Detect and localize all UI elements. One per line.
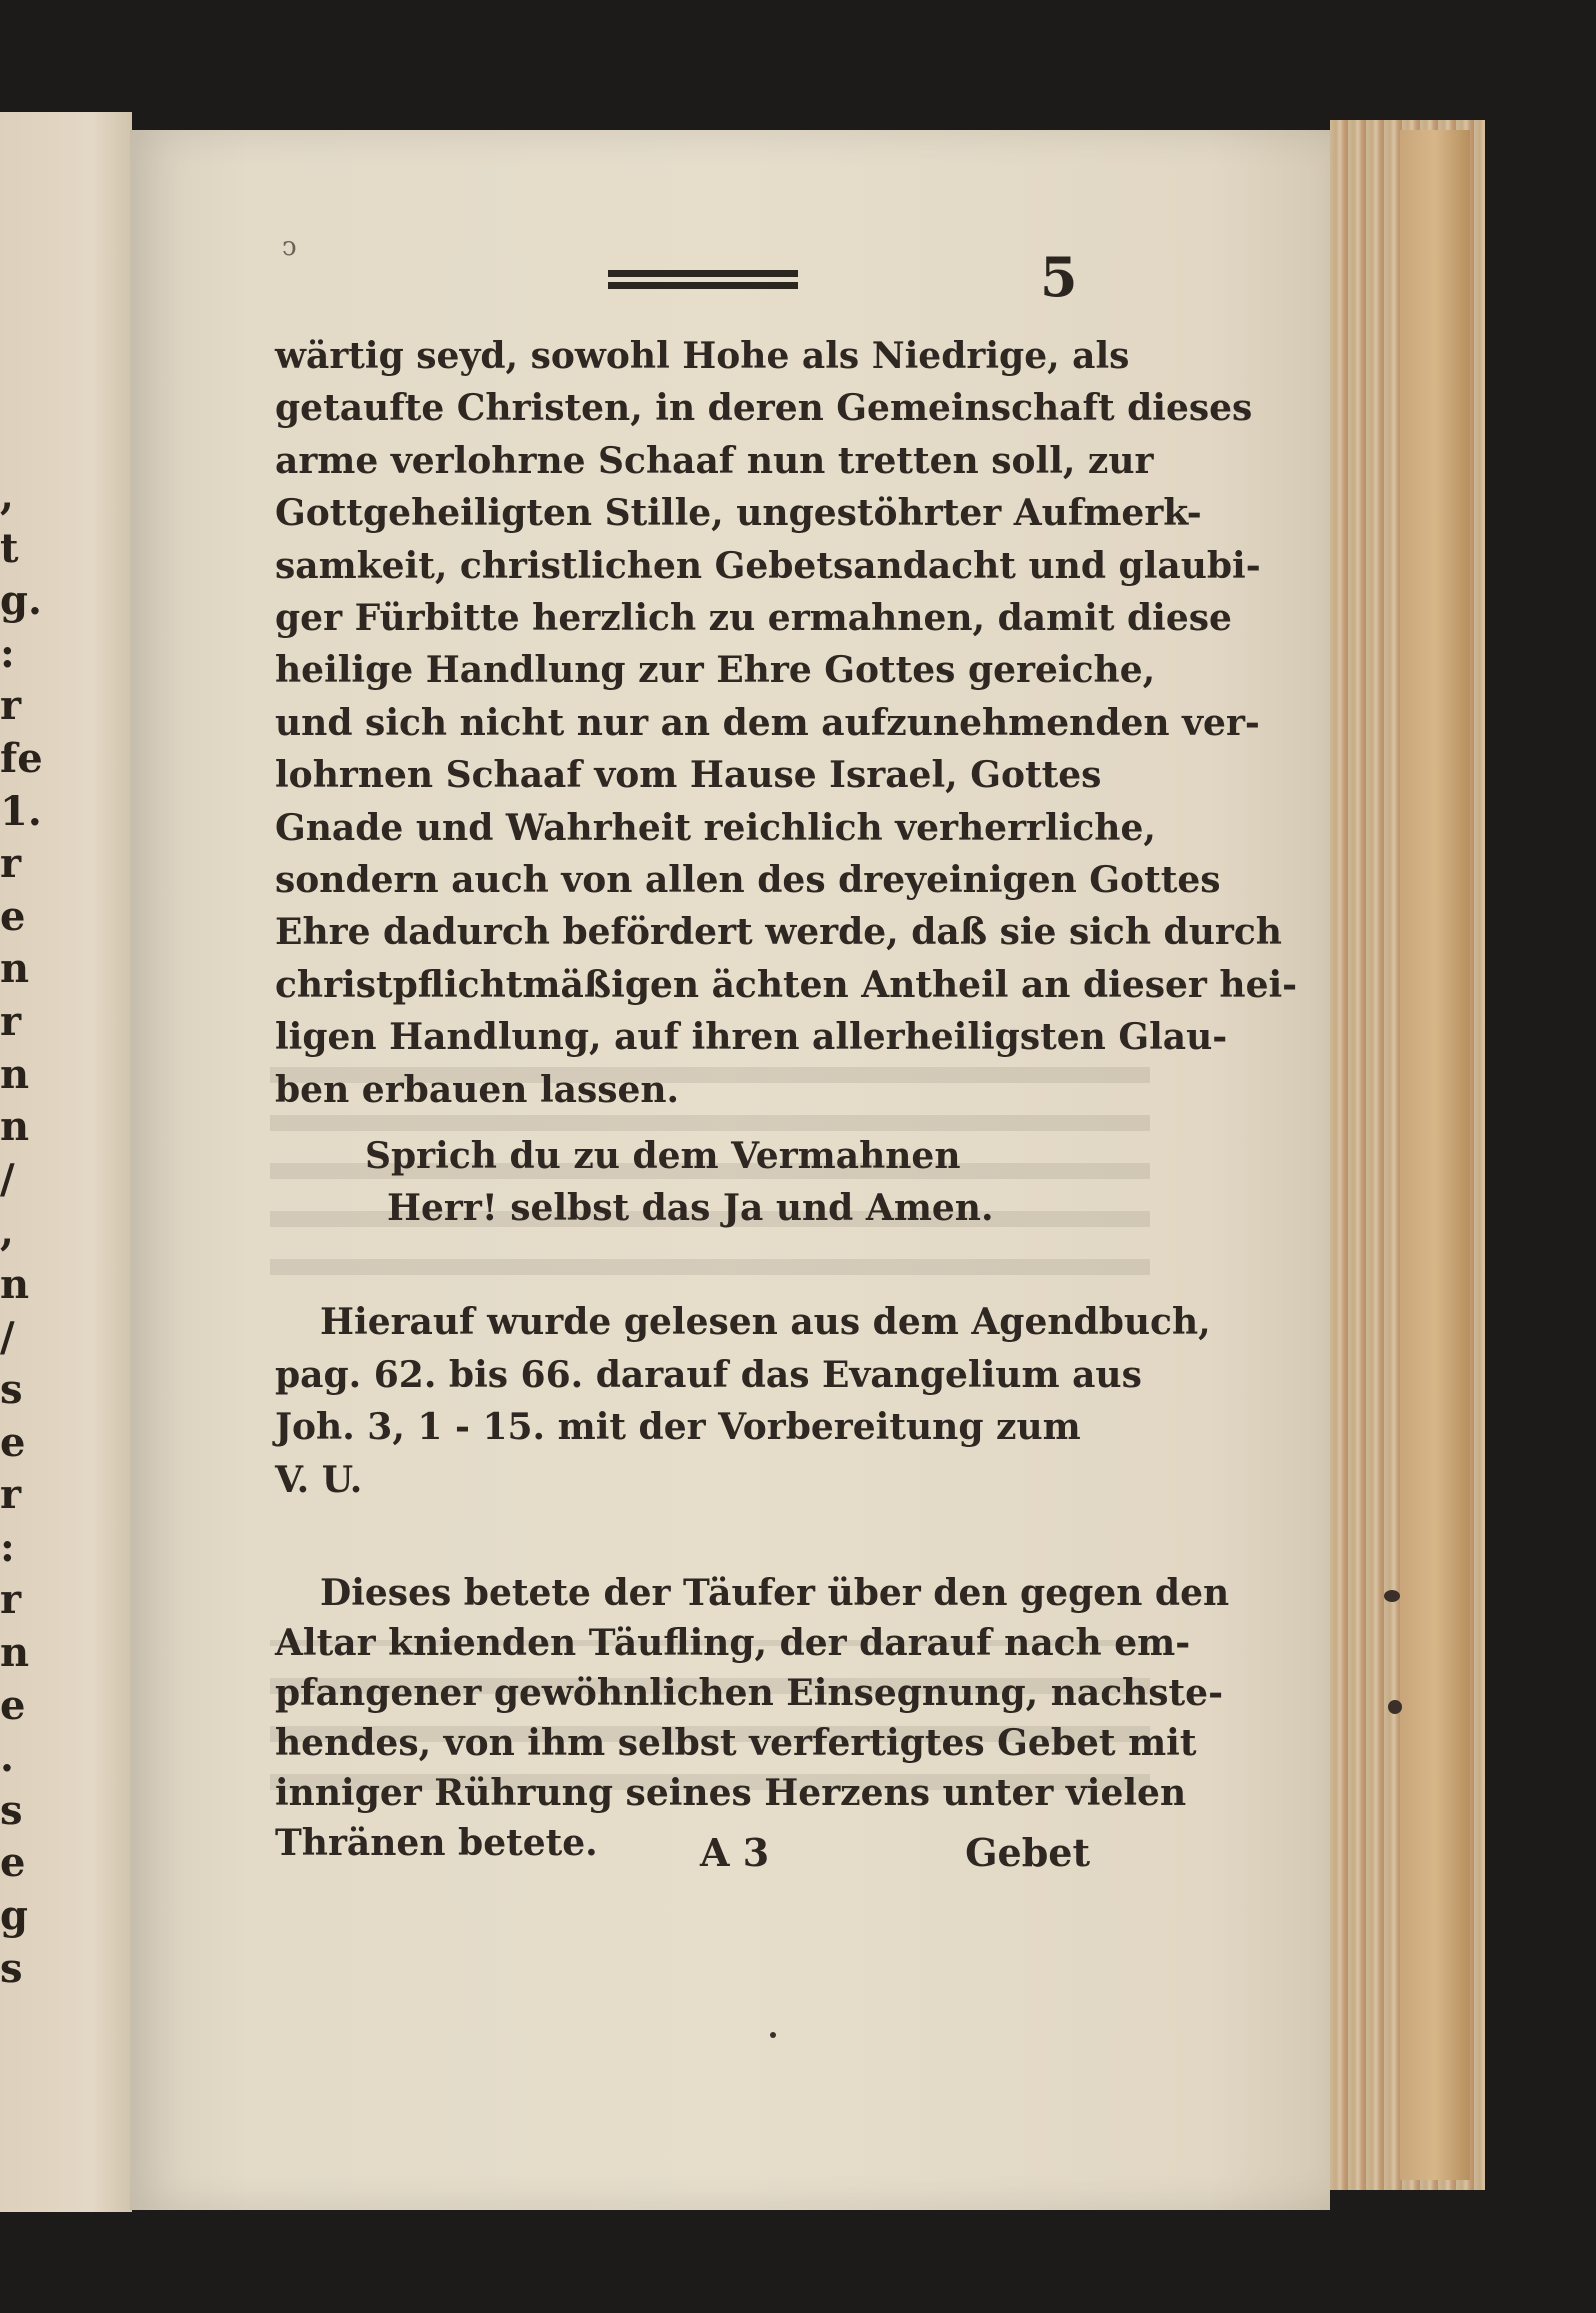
left-margin-letter: e: [0, 1681, 26, 1729]
verse: [275, 1130, 1135, 1234]
paragraph-reading: [275, 1296, 1211, 1506]
text-line: Dieses betete der Täufer über den gegen den: [320, 1572, 1230, 1615]
left-margin-letter: :: [0, 629, 15, 677]
text-line: samkeit, christlichen Gebetsandacht und glaubi-: [275, 544, 1261, 587]
left-margin-letter: r: [0, 840, 22, 888]
left-margin-letter: g: [0, 1892, 28, 1940]
text-block: [275, 330, 1298, 1868]
left-margin-letter: s: [0, 1786, 23, 1834]
left-margin-letter: /: [0, 1155, 15, 1203]
text-line: Herr! selbst das Ja und Amen.: [387, 1187, 994, 1230]
left-margin-letter: /: [0, 1313, 15, 1361]
left-margin-letter: r: [0, 1576, 22, 1624]
text-line: sondern auch von allen des dreyeinigen Gottes: [275, 859, 1221, 902]
text-line: V. U.: [275, 1458, 363, 1501]
text-line: christpflichtmäßigen ächten Antheil an dieser hei-: [275, 963, 1298, 1006]
left-margin-letter: r: [0, 1471, 22, 1519]
text-line: heilige Handlung zur Ehre Gottes gereiche,: [275, 649, 1156, 692]
left-margin-letter: ,: [0, 472, 14, 519]
left-margin-letter: :: [0, 1523, 15, 1571]
left-margin-letter: e: [0, 1839, 26, 1887]
left-margin-letter: s: [0, 1944, 23, 1992]
left-margin-letter: r: [0, 682, 22, 730]
left-margin-letter: e: [0, 892, 26, 940]
left-margin-letter: fe: [0, 734, 43, 782]
text-line: hendes, von ihm selbst verfertigtes Gebet mit: [275, 1722, 1197, 1765]
left-page-edge: [0, 112, 132, 2212]
text-line: Gottgeheiligten Stille, ungestöhrter Aufmerk-: [275, 492, 1202, 535]
corner-mark: ↄ: [282, 232, 297, 262]
text-line: Sprich du zu dem Vermahnen: [365, 1135, 961, 1178]
edge-mark: [1384, 1590, 1400, 1602]
book-cover-edge: [1400, 130, 1470, 2180]
left-page-margin-letters: [0, 472, 43, 1992]
text-line: und sich nicht nur an dem aufzunehmenden ver-: [275, 701, 1260, 744]
text-line: Gnade und Wahrheit reichlich verherrliche,: [275, 806, 1156, 849]
left-margin-letter: n: [0, 945, 30, 993]
paragraph-prayer: [275, 1568, 1230, 1868]
text-line: wärtig seyd, sowohl Hohe als Niedrige, als: [275, 335, 1130, 377]
left-margin-letter: ,: [0, 1208, 14, 1256]
text-line: getaufte Christen, in deren Gemeinschaft dieses: [275, 387, 1253, 430]
text-line: lohrnen Schaaf vom Hause Israel, Gottes: [275, 754, 1102, 797]
paper-speck: [770, 2032, 776, 2038]
left-margin-letter: n: [0, 1050, 30, 1098]
left-margin-letter: n: [0, 1103, 30, 1151]
left-margin-letter: .: [0, 1734, 14, 1782]
left-margin-letter: t: [0, 524, 19, 572]
text-line: Ehre dadurch befördert werde, daß sie sich durch: [275, 911, 1282, 954]
text-line: ger Fürbitte herzlich zu ermahnen, damit diese: [275, 597, 1232, 640]
text-line: inniger Rührung seines Herzens unter vielen: [275, 1772, 1187, 1815]
signature-mark: A 3: [700, 1830, 770, 1875]
text-line: Hierauf wurde gelesen aus dem Agendbuch,: [320, 1301, 1211, 1344]
text-line: ben erbauen lassen.: [275, 1068, 680, 1111]
text-line: arme verlohrne Schaaf nun tretten soll, zur: [275, 439, 1154, 482]
left-margin-letter: r: [0, 997, 22, 1045]
catchword: Gebet: [965, 1830, 1090, 1875]
left-margin-letter: s: [0, 1366, 23, 1414]
text-line: Thränen betete.: [275, 1822, 598, 1865]
text-line: Altar knienden Täufling, der darauf nach em-: [275, 1622, 1191, 1665]
text-line: pag. 62. bis 66. darauf das Evangelium aus: [275, 1353, 1142, 1396]
page-footer: [700, 1830, 1090, 1890]
page-number: 5: [1040, 245, 1078, 309]
left-margin-letter: e: [0, 1418, 26, 1466]
header-rule: [608, 270, 798, 296]
text-line: ligen Handlung, auf ihren allerheiligsten Glau-: [275, 1016, 1228, 1059]
left-margin-letter: n: [0, 1629, 30, 1677]
left-margin-letter: 1.: [0, 787, 42, 835]
text-line: pfangener gewöhnlichen Einsegnung, nachste-: [275, 1672, 1224, 1715]
edge-mark: [1388, 1700, 1402, 1714]
text-line: Joh. 3, 1 - 15. mit der Vorbereitung zum: [275, 1406, 1081, 1449]
paragraph-exhortation: [275, 330, 1298, 1116]
left-margin-letter: g.: [0, 577, 42, 625]
left-margin-letter: n: [0, 1260, 30, 1308]
